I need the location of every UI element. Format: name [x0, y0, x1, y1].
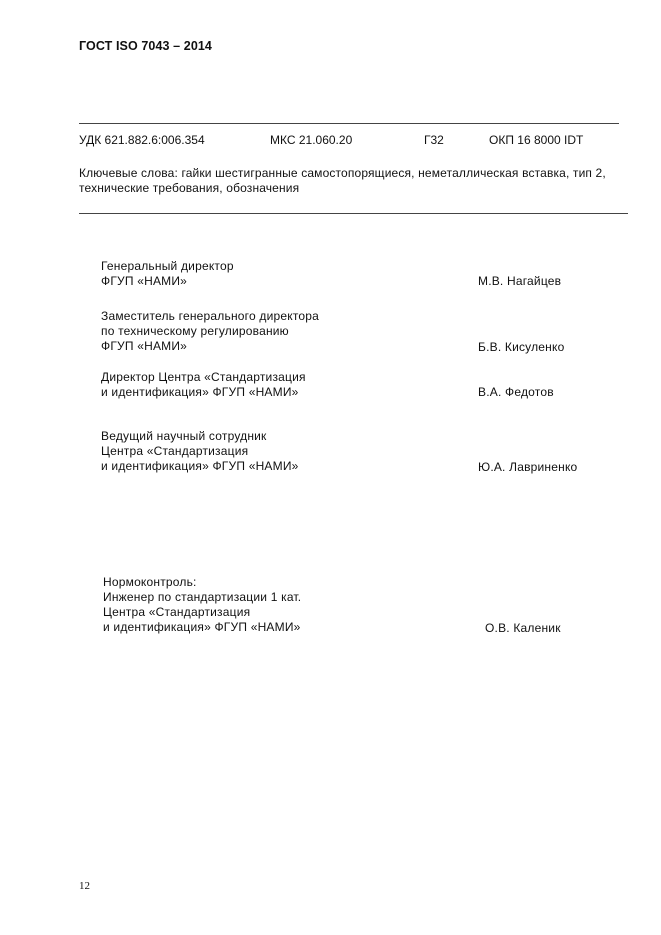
- signatory-title: [101, 429, 299, 474]
- normocontrol-line: и идентификация» ФГУП «НАМИ»: [103, 620, 301, 634]
- page-number: 12: [79, 880, 90, 892]
- signatory-title-line: и идентификация» ФГУП «НАМИ»: [101, 459, 299, 473]
- signatory-title-line: по техническому регулированию: [101, 324, 289, 338]
- signatory-title: [101, 259, 234, 289]
- udk-code: УДК 621.882.6:006.354: [79, 133, 205, 147]
- signatory-title-line: Генеральный директор: [101, 259, 234, 273]
- document-header: ГОСТ ISO 7043 – 2014: [79, 39, 212, 53]
- okp-code: ОКП 16 8000 IDT: [489, 133, 584, 147]
- keywords: Ключевые слова: гайки шестигранные самостопорящиеся, неметаллическая вставка, тип 2, технические требования, обозначения: [79, 166, 606, 195]
- signatory-title-line: Центра «Стандартизация: [101, 444, 249, 458]
- signatory-title-line: Заместитель генерального директора: [101, 309, 320, 323]
- signatory-name: М.В. Нагайцев: [478, 274, 562, 288]
- signatory-title-line: Директор Центра «Стандартизация: [101, 370, 306, 384]
- signatory-name: В.А. Федотов: [478, 385, 554, 399]
- normocontrol-title: [103, 575, 301, 635]
- signatory-title-line: ФГУП «НАМИ»: [101, 274, 188, 288]
- signatory-title-line: и идентификация» ФГУП «НАМИ»: [101, 385, 299, 399]
- normocontrol-name: О.В. Каленик: [485, 621, 561, 635]
- normocontrol-line: Инженер по стандартизации 1 кат.: [103, 590, 302, 604]
- signatory-title-line: Ведущий научный сотрудник: [101, 429, 267, 443]
- normocontrol-line: Центра «Стандартизация: [103, 605, 251, 619]
- signatory-title-line: ФГУП «НАМИ»: [101, 339, 188, 353]
- signatory-title: [101, 370, 306, 400]
- group-code: Г32: [424, 133, 444, 147]
- signatory-title: [101, 309, 319, 354]
- signatory-name: Ю.А. Лавриненко: [478, 460, 578, 474]
- normocontrol-line: Нормоконтроль:: [103, 575, 197, 589]
- signatory-name: Б.В. Кисуленко: [478, 340, 565, 354]
- mks-code: МКС 21.060.20: [270, 133, 353, 147]
- top-divider: [79, 123, 619, 124]
- bottom-divider: [79, 213, 628, 214]
